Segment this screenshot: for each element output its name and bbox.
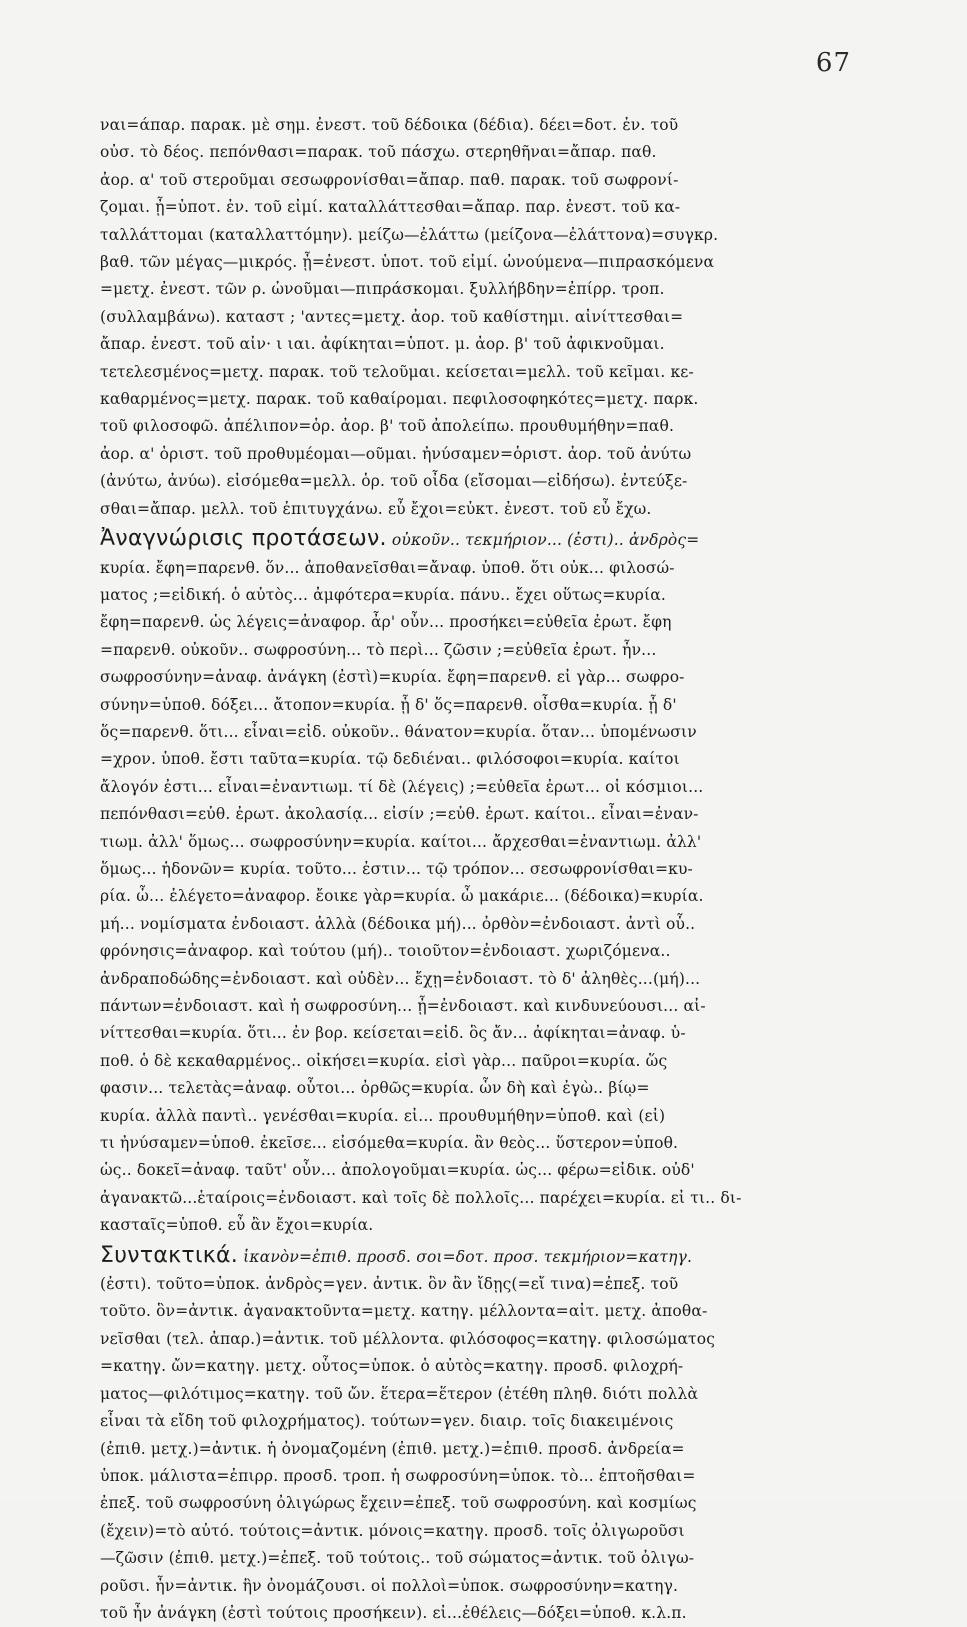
text-line: =παρενθ. οὐκοῦν.. σωφροσύνη... τὸ περὶ... ζῶσιν ;=εὐθεῖα ἐρωτ. ἦν...: [100, 640, 657, 659]
text-line: σωφροσύνην=ἀναφ. ἀνάγκη (ἐστὶ)=κυρία. ἔφη=παρενθ. εἰ γὰρ... σωφρο-: [100, 668, 685, 687]
text-line: ἐπεξ. τοῦ σωφροσύνη ὀλιγώρως ἔχειν=ἐπεξ. τοῦ σωφροσύνη. καὶ κοσμίως: [100, 1494, 697, 1513]
text-line: (ἀνύτω, ἀνύω). εἰσόμεθα=μελλ. ὁρ. τοῦ οἶδα (εἴσομαι—εἰδήσω). ἐντεύξε-: [100, 472, 688, 491]
text-line: ματος ;=εἰδική. ὁ αὐτὸς... ἀμφότερα=κυρία. πάνυ.. ἔχει οὕτως=κυρία.: [100, 585, 666, 604]
text-line: ὡς.. δοκεῖ=ἀναφ. ταῦτ' οὖν... ἀπολογοῦμαι=κυρία. ὡς... φέρω=εἰδικ. οὐδ': [100, 1161, 695, 1180]
text-line: φασιν... τελετὰς=ἀναφ. οὗτοι... ὀρθῶς=κυρία. ὧν δὴ καὶ ἐγὼ.. βίῳ=: [100, 1079, 650, 1098]
text-line: =μετχ. ἐνεστ. τῶν ρ. ὠνοῦμαι—πιπράσκομαι. ξυλλήβδην=ἐπίρρ. τροπ.: [100, 280, 665, 299]
text-line: (συλλαμβάνω). καταστ ; 'αντες=μετχ. ἀορ. τοῦ καθίστημι. αἰνίττεσθαι=: [100, 307, 684, 326]
text-line: ὅμως... ἡδονῶν= κυρία. τοῦτο... ἐστιν... τῷ τρόπον... σεσωφρονίσθαι=κυ-: [100, 859, 693, 878]
text-line: πάντων=ἐνδοιαστ. καὶ ἡ σωφροσύνη... ᾖ=ἐνδοιαστ. καὶ κινδυνεύουσι... αἰ-: [100, 997, 706, 1015]
text-line: ροῦσι. ἦν=ἀντικ. ἣν ὀνομάζουσι. οἱ πολλοὶ=ὑποκ. σωφροσύνην=κατηγ.: [100, 1576, 679, 1595]
text-line: οὐσ. τὸ δέος. πεπόνθασι=παρακ. τοῦ πάσχω. στερηθῆναι=ἄπαρ. παθ.: [100, 143, 657, 162]
text-line: σύνην=ὑποθ. δόξει... ἄτοπον=κυρία. ᾗ δ' ὅς=παρενθ. οἶσθα=κυρία. ᾗ δ': [100, 695, 677, 714]
text-line: φρόνησις=ἀναφορ. καὶ τούτου (μή).. τοιοῦτον=ἐνδοιαστ. χωριζόμενα..: [100, 942, 671, 961]
text-line: (ἔχειν)=τὸ αὐτό. τούτοις=ἀντικ. μόνοις=κατηγ. προσδ. τοῖς ὀλιγωροῦσι: [100, 1521, 685, 1540]
text-line: σθαι=ἄπαρ. μελλ. τοῦ ἐπιτυγχάνω. εὖ ἔχοι=εὐκτ. ἐνεστ. τοῦ εὖ ἔχω.: [100, 499, 652, 518]
text-line: κασταῖς=ὑποθ. εὖ ἂν ἔχοι=κυρία.: [100, 1216, 374, 1235]
text-line: κυρία. ἀλλὰ παντὶ.. γενέσθαι=κυρία. εἰ... προυθυμήθην=ὑποθ. καὶ (εἰ): [100, 1106, 666, 1125]
section-heading: Συντακτικά.: [100, 1242, 239, 1268]
text-line: =χρον. ὑποθ. ἔστι ταῦτα=κυρία. τῷ δεδιέναι.. φιλόσοφοι=κυρία. καίτοι: [100, 750, 680, 769]
text-line: ζομαι. ᾖ=ὑποτ. ἐν. τοῦ εἰμί. καταλλάττεσθαι=ἄπαρ. παρ. ἐνεστ. τοῦ κα-: [100, 198, 681, 217]
text-line: ναι=άπαρ. παρακ. μὲ σημ. ἐνεστ. τοῦ δέδοικα (δέδια). δέει=δοτ. ἐν. τοῦ: [100, 116, 679, 134]
text-line: =κατηγ. ὤν=κατηγ. μετχ. οὗτος=ὑποκ. ὁ αὐτὸς=κατηγ. προσδ. φιλοχρή-: [100, 1357, 684, 1376]
section-heading: Ἀναγνώρισις προτάσεων.: [100, 526, 387, 552]
text-line: ρία. ὦ... ἐλέγετο=ἀναφορ. ἔοικε γὰρ=κυρία. ὦ μακάριε... (δέδοικα)=κυρία.: [100, 887, 704, 906]
text-line: τετελεσμένος=μετχ. παρακ. τοῦ τελοῦμαι. κείσεται=μελλ. τοῦ κεῖμαι. κε-: [100, 362, 694, 381]
section-heading-continuation: ἱκανὸν=ἐπιθ. προσδ. σοι=δοτ. προσ. τεκμήριον=κατηγ.: [243, 1247, 693, 1266]
text-line: ὅς=παρενθ. ὅτι... εἶναι=εἰδ. οὐκοῦν.. θάνατον=κυρία. ὅταν... ὑπομένωσιν: [100, 722, 697, 741]
text-line: ἀνδραποδώδης=ἐνδοιαστ. καὶ οὐδὲν... ἔχῃ=ἐνδοιαστ. τὸ δ' ἀληθὲς...(μή)...: [100, 969, 701, 988]
paragraph-sentence-recognition: [100, 555, 849, 1240]
text-line: νεῖσθαι (τελ. ἀπαρ.)=ἀντικ. τοῦ μέλλοντα. φιλόσοφος=κατηγ. φιλοσώματος: [100, 1329, 716, 1348]
text-line: νίττεσθαι=κυρία. ὅτι... ἐν βορ. κείσεται=εἰδ. ὃς ἄν... ἀφίκηται=ἀναφ. ὑ-: [100, 1024, 686, 1043]
paragraph-syntax: [100, 1271, 849, 1627]
text-line: τοῦτο. ὃν=ἀντικ. ἀγανακτοῦντα=μετχ. κατηγ. μέλλοντα=αἰτ. μετχ. ἀποθα-: [100, 1302, 708, 1321]
section-sentence-recognition: [100, 525, 849, 1240]
text-line: ποθ. ὁ δὲ κεκαθαρμένος.. οἰκήσει=κυρία. εἰσὶ γὰρ... παῦροι=κυρία. ὥς: [100, 1051, 668, 1070]
page-number: 67: [815, 48, 851, 78]
text-line: ἔφη=παρενθ. ὡς λέγεις=ἀναφορ. ἆρ' οὖν... προσήκει=εὐθεῖα ἐρωτ. ἔφη: [100, 613, 672, 632]
text-line: ἀορ. α' ὁριστ. τοῦ προθυμέομαι—οῦμαι. ἠνύσαμεν=ὁριστ. ἀορ. τοῦ ἀνύτω: [100, 444, 692, 463]
paragraph-grammar-forms: [100, 112, 849, 523]
text-line: ὑποκ. μάλιστα=ἐπιρρ. προσδ. τροπ. ἡ σωφροσύνη=ὑποκ. τὸ... ἐπτοῆσθαι=: [100, 1466, 696, 1485]
section-heading-continuation: οὐκοῦν.. τεκμήριον... (ἐστι).. ἀνδρὸς=: [391, 531, 700, 550]
text-line: βαθ. τῶν μέγας—μικρός. ᾖ=ἐνεστ. ὑποτ. τοῦ εἰμί. ὠνούμενα—πιπρασκόμενα: [100, 253, 715, 272]
text-line: —ζῶσιν (ἐπιθ. μετχ.)=ἐπεξ. τοῦ τούτοις.. τοῦ σώματος=ἀντικ. τοῦ ὀλιγω-: [100, 1549, 695, 1568]
text-line: τοῦ φιλοσοφῶ. ἀπέλιπον=ὁρ. ἀορ. β' τοῦ ἀπολείπω. προυθυμήθην=παθ.: [100, 417, 675, 436]
text-line: εἶναι τὰ εἴδη τοῦ φιλοχρήματος). τούτων=γεν. διαιρ. τοῖς διακειμένοις: [100, 1412, 674, 1431]
text-line: (ἐστι). τοῦτο=ὑποκ. ἀνδρὸς=γεν. ἀντικ. ὃν ἂν ἴδῃς(=εἴ τινα)=ἐπεξ. τοῦ: [100, 1275, 679, 1294]
text-line: καθαρμένος=μετχ. παρακ. τοῦ καθαίρομαι. πεφιλοσοφηκότες=μετχ. παρκ.: [100, 390, 699, 409]
section-heading-line: [100, 525, 849, 554]
text-line: ἄλογόν ἐστι... εἶναι=ἐναντιωμ. τί δὲ (λέγεις) ;=εὐθεῖα ἐρωτ... οἱ κόσμιοι...: [100, 777, 704, 796]
text-line: τοῦ ἦν ἀνάγκη (ἐστὶ τούτοις προσήκειν). εἰ...ἐθέλεις—δόξει=ὑποθ. κ.λ.π.: [100, 1603, 687, 1622]
section-syntax: [100, 1242, 849, 1627]
text-line: πεπόνθασι=εὐθ. ἐρωτ. ἀκολασίᾳ... εἰσίν ;=εὐθ. ἐρωτ. καίτοι.. εἶναι=ἐναν-: [100, 805, 699, 824]
text-line: τι ἠνύσαμεν=ὑποθ. ἐκεῖσε... εἰσόμεθα=κυρία. ἂν θεὸς... ὕστερον=ὑποθ.: [100, 1134, 679, 1153]
text-line: ταλλάττομαι (καταλλαττόμην). μείζω—ἐλάττω (μείζονα—ἐλάττονα)=συγκρ.: [100, 225, 719, 244]
text-line: (ἐπιθ. μετχ.)=ἀντικ. ἡ ὀνομαζομένη (ἐπιθ. μετχ.)=ἐπιθ. προσδ. ἀνδρεία=: [100, 1439, 685, 1458]
text-line: ἀγανακτῶ...ἑταίροις=ἐνδοιαστ. καὶ τοῖς δὲ πολλοῖς... παρέχει=κυρία. εἰ τι.. δι-: [100, 1188, 742, 1207]
text-line: ματος—φιλότιμος=κατηγ. τοῦ ὤν. ἕτερα=ἕτερον (ἐτέθη πληθ. διότι πολλὰ: [100, 1384, 699, 1403]
text-line: ἄπαρ. ἐνεστ. τοῦ αἰν· ι ιαι. ἀφίκηται=ὑποτ. μ. ἀορ. β' τοῦ ἀφικνοῦμαι.: [100, 335, 665, 354]
text-line: τιωμ. ἀλλ' ὅμως... σωφροσύνην=κυρία. καίτοι... ἄρχεσθαι=ἐναντιωμ. ἀλλ': [100, 832, 702, 851]
text-line: κυρία. ἔφη=παρενθ. ὅν... ἀποθανεῖσθαι=ἄναφ. ὑποθ. ὅτι οὐκ... φιλοσώ-: [100, 558, 675, 577]
section-heading-line: [100, 1242, 849, 1271]
text-line: μή... νομίσματα ἐνδοιαστ. ἀλλὰ (δέδοικα μή)... ὀρθὸν=ἐνδοιαστ. ἀντὶ οὗ..: [100, 914, 696, 933]
text-line: ἀορ. α' τοῦ στεροῦμαι σεσωφρονίσθαι=ἄπαρ. παθ. παρακ. τοῦ σωφρονί-: [100, 170, 679, 189]
